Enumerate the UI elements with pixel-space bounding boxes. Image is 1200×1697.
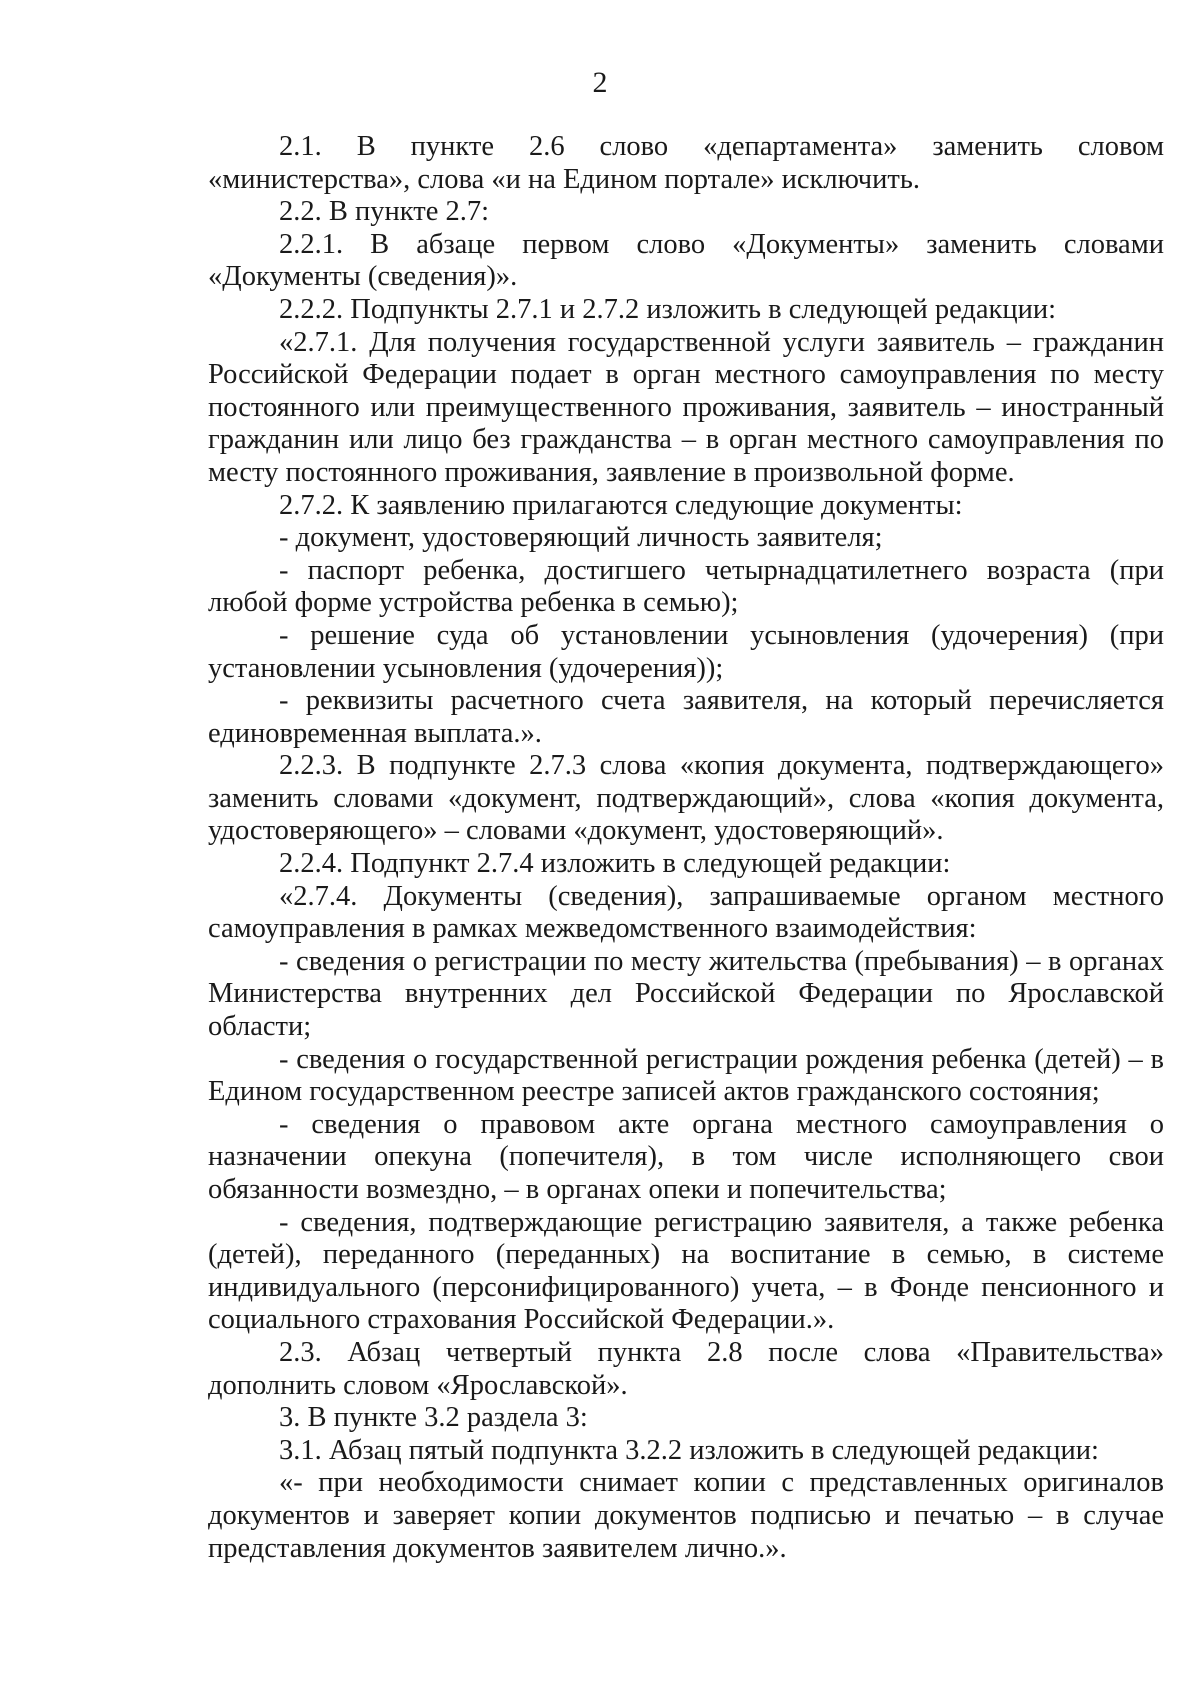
list-item-personal-accounting: - сведения, подтверждающие регистрацию заявителя, а также ребенка (детей), переданного (переданных) на воспитание в семью, в системе индивидуального (персонифицированного) учета, – в Фонде пенсионного и социального страхования Российской Федерации.». bbox=[208, 1206, 1164, 1336]
paragraph-2-7-4: «2.7.4. Документы (сведения), запрашиваемые органом местного самоуправления в рамках межведомственного взаимодействия: bbox=[208, 880, 1164, 945]
document-body bbox=[208, 131, 1164, 1565]
list-item-child-passport: - паспорт ребенка, достигшего четырнадцатилетнего возраста (при любой форме устройства ребенка в семью); bbox=[208, 554, 1164, 619]
list-item-bank-details: - реквизиты расчетного счета заявителя, на который перечисляется единовременная выплата.». bbox=[208, 685, 1164, 749]
paragraph-2-2: 2.2. В пункте 2.7: bbox=[279, 196, 490, 228]
paragraph-3-2-2-text: «- при необходимости снимает копии с представленных оригиналов документов и заверяет копии документов подписью и печатью – в случае представления документов заявителем лично.». bbox=[208, 1467, 1164, 1564]
list-item-birth-registration: - сведения о государственной регистрации рождения ребенка (детей) – в Едином государственном реестре записей актов гражданского состояния; bbox=[208, 1043, 1164, 1108]
paragraph-2-7-1: «2.7.1. Для получения государственной услуги заявитель – гражданин Российской Федерации подает в орган местного самоуправления по месту постоянного или преимущественного проживания, заявитель – иностранный гражданин или лицо без гражданства – в орган местного самоуправления по месту постоянного проживания, заявление в произвольной форме. bbox=[208, 326, 1164, 488]
paragraph-2-2-1: 2.2.1. В абзаце первом слово «Документы» заменить словами «Документы (сведения)». bbox=[208, 228, 1164, 293]
paragraph-2-2-3: 2.2.3. В подпункте 2.7.3 слова «копия документа, подтверждающего» заменить словами «документ, подтверждающий», слова «копия документа, удостоверяющего» – словами «документ, удостоверяющий». bbox=[208, 750, 1164, 847]
page-number: 2 bbox=[592, 66, 608, 99]
paragraph-2-2-2: 2.2.2. Подпункты 2.7.1 и 2.7.2 изложить в следующей редакции: bbox=[279, 293, 1057, 325]
paragraph-2-1: 2.1. В пункте 2.6 слово «департамента» заменить словом «министерства», слова «и на Едином портале» исключить. bbox=[208, 131, 1164, 195]
list-item-residence-registration: - сведения о регистрации по месту жительства (пребывания) – в органах Министерства внутренних дел Российской Федерации по Ярославской области; bbox=[208, 945, 1164, 1043]
list-item-court-decision: - решение суда об установлении усыновления (удочерения) (при установлении усыновления (удочерения)); bbox=[208, 619, 1164, 684]
paragraph-2-2-4: 2.2.4. Подпункт 2.7.4 изложить в следующей редакции: bbox=[279, 848, 951, 880]
paragraph-2-7-2: 2.7.2. К заявлению прилагаются следующие документы: bbox=[279, 489, 963, 521]
paragraph-3-1: 3.1. Абзац пятый подпункта 3.2.2 изложить в следующей редакции: bbox=[279, 1434, 1099, 1466]
list-item-identity-document: - документ, удостоверяющий личность заявителя; bbox=[279, 522, 883, 554]
paragraph-2-3: 2.3. Абзац четвертый пункта 2.8 после слова «Правительства» дополнить словом «Ярославской». bbox=[208, 1336, 1164, 1401]
list-item-guardian-act: - сведения о правовом акте органа местного самоуправления о назначении опекуна (попечителя), в том числе исполняющего свои обязанности возмездно, – в органах опеки и попечительства; bbox=[208, 1108, 1164, 1205]
paragraph-3: 3. В пункте 3.2 раздела 3: bbox=[279, 1402, 588, 1434]
